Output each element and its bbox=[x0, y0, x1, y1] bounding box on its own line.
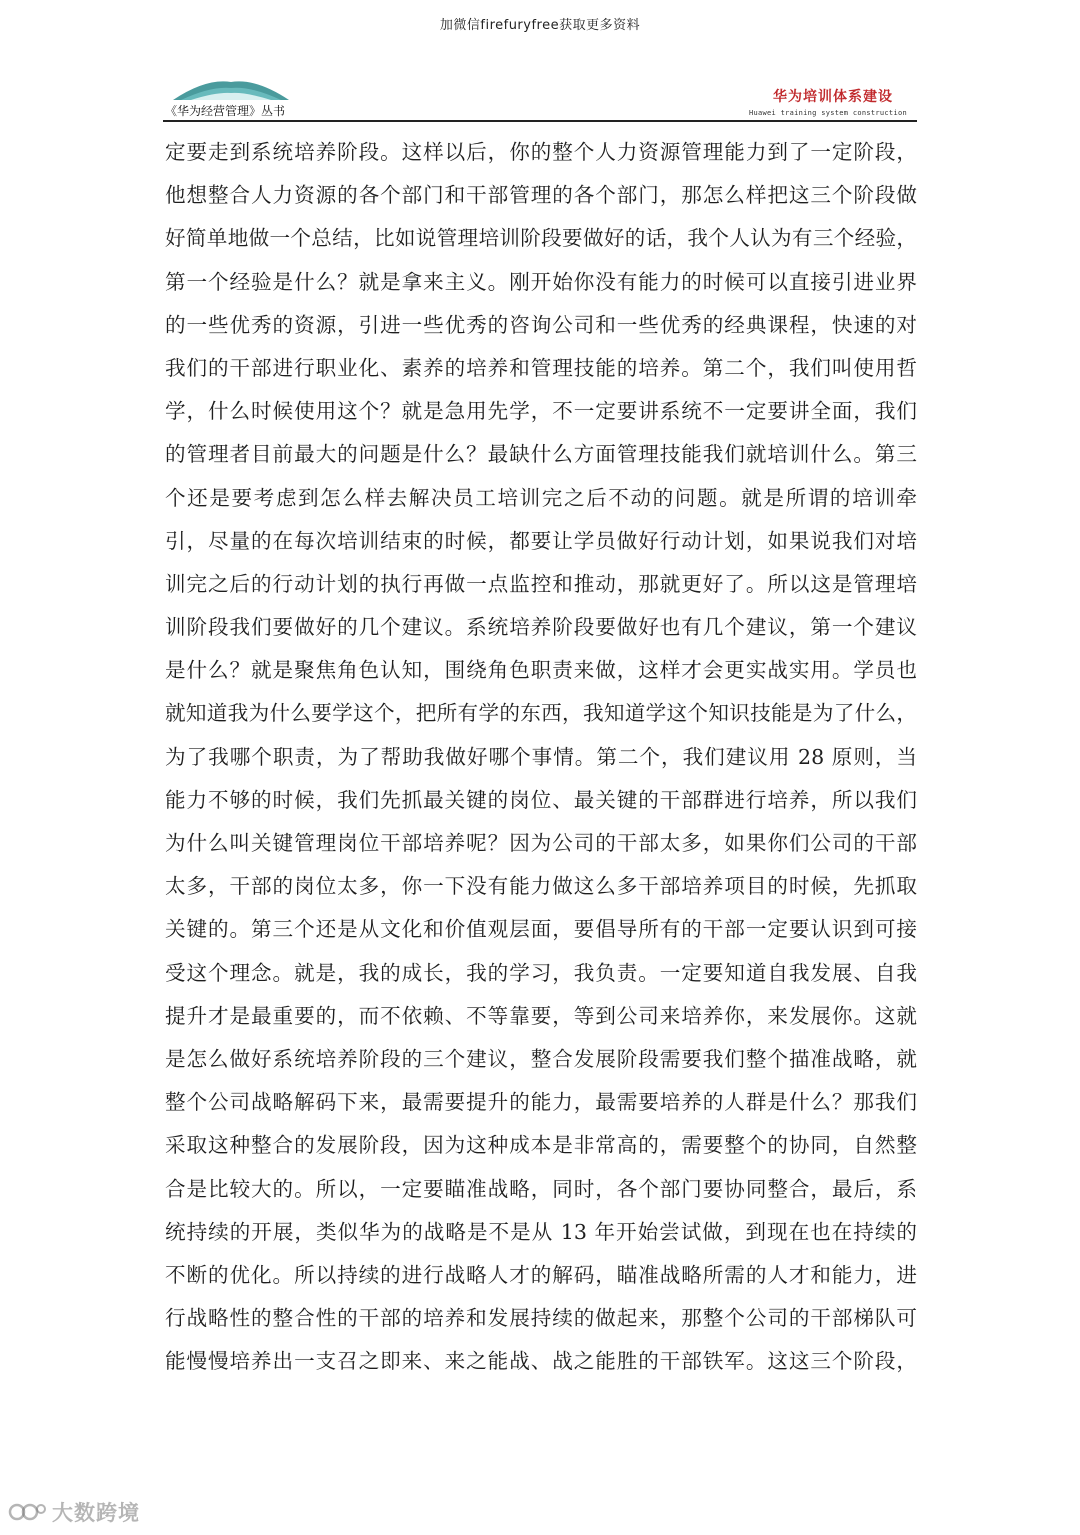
series-logo-icon bbox=[171, 74, 291, 104]
body-line: 引，尽量的在每次培训结束的时候，都要让学员做好行动计划，如果说我们对培 bbox=[165, 528, 917, 553]
body-line: 学，什么时候使用这个？就是急用先学，不一定要讲系统不一定要讲全面，我们 bbox=[165, 399, 917, 424]
watermark-text: 大数跨境 bbox=[52, 1501, 140, 1525]
body-line: 就知道我为什么要学这个，把所有学的东西，我知道学这个知识技能是为了什么， bbox=[165, 701, 917, 726]
body-line: 行战略性的整合性的干部的培养和发展持续的做起来，那整个公司的干部梯队可 bbox=[165, 1306, 917, 1331]
body-line: 受这个理念。就是，我的成长，我的学习，我负责。一定要知道自我发展、自我 bbox=[165, 960, 917, 985]
body-line: 的管理者目前最大的问题是什么？最缺什么方面管理技能我们就培训什么。第三 bbox=[165, 442, 917, 467]
body-line: 合是比较大的。所以，一定要瞄准战略，同时，各个部门要协同整合，最后，系 bbox=[165, 1176, 917, 1201]
page-header bbox=[163, 74, 917, 124]
body-line: 能慢慢培养出一支召之即来、来之能战、战之能胜的干部铁军。这这三个阶段， bbox=[165, 1349, 917, 1374]
body-line: 采取这种整合的发展阶段，因为这种成本是非常高的，需要整个的协同，自然整 bbox=[165, 1133, 917, 1158]
body-line: 为了我哪个职责，为了帮助我做好哪个事情。第二个，我们建议用 28 原则，当 bbox=[165, 744, 917, 769]
body-line: 训完之后的行动计划的执行再做一点监控和推动，那就更好了。所以这是管理培 bbox=[165, 571, 917, 596]
body-line: 太多，干部的岗位太多，你一下没有能力做这么多干部培养项目的时候，先抓取 bbox=[165, 874, 917, 899]
body-line: 第一个经验是什么？就是拿来主义。刚开始你没有能力的时候可以直接引进业界 bbox=[165, 269, 917, 294]
header-divider bbox=[163, 120, 917, 122]
series-title: 《华为经营管理》丛书 bbox=[165, 104, 286, 118]
body-line: 是怎么做好系统培养阶段的三个建议，整合发展阶段需要我们整个描准战略，就 bbox=[165, 1046, 917, 1071]
body-line: 关键的。第三个还是从文化和价值观层面，要倡导所有的干部一定要认识到可接 bbox=[165, 917, 917, 942]
body-line: 他想整合人力资源的各个部门和干部管理的各个部门，那怎么样把这三个阶段做 bbox=[165, 183, 917, 208]
body-line: 个还是要考虑到怎么样去解决员工培训完之后不动的问题。就是所谓的培训牵 bbox=[165, 485, 917, 510]
body-line: 为什么叫关键管理岗位干部培养呢？因为公司的干部太多，如果你们公司的干部 bbox=[165, 831, 917, 855]
body-line: 统持续的开展，类似华为的战略是不是从 13 年开始尝试做，到现在也在持续的 bbox=[165, 1219, 917, 1244]
brand-subtitle: Huawei training system construction bbox=[748, 109, 907, 117]
body-line: 提升才是最重要的，而不依赖、不等靠要，等到公司来培养你，来发展你。这就 bbox=[165, 1003, 917, 1028]
bottom-watermark bbox=[8, 1497, 140, 1527]
body-paragraph bbox=[165, 131, 917, 1383]
body-line: 的一些优秀的资源，引进一些优秀的咨询公司和一些优秀的经典课程，快速的对 bbox=[165, 312, 917, 337]
top-watermark: 加微信firefuryfree获取更多资料 bbox=[439, 18, 641, 33]
body-line: 不断的优化。所以持续的进行战略人才的解码，瞄准战略所需的人才和能力，进 bbox=[165, 1262, 917, 1287]
body-line: 是什么？就是聚焦角色认知，围绕角色职责来做，这样才会更实战实用。学员也 bbox=[165, 658, 917, 683]
brand-title: 华为培训体系建设 bbox=[773, 89, 893, 105]
body-line: 定要走到系统培养阶段。这样以后，你的整个人力资源管理能力到了一定阶段， bbox=[165, 140, 917, 164]
body-line: 能力不够的时候，我们先抓最关键的岗位、最关键的干部群进行培养，所以我们 bbox=[165, 787, 917, 812]
body-line: 我们的干部进行职业化、素养的培养和管理技能的培养。第二个，我们叫使用哲 bbox=[165, 355, 917, 380]
body-line: 整个公司战略解码下来，最需要提升的能力，最需要培养的人群是什么？那我们 bbox=[165, 1090, 917, 1115]
watermark-logo-icon bbox=[8, 1500, 48, 1524]
body-line: 好简单地做一个总结，比如说管理培训阶段要做好的话，我个人认为有三个经验， bbox=[165, 226, 917, 251]
body-line: 训阶段我们要做好的几个建议。系统培养阶段要做好也有几个建议，第一个建议 bbox=[165, 615, 917, 640]
